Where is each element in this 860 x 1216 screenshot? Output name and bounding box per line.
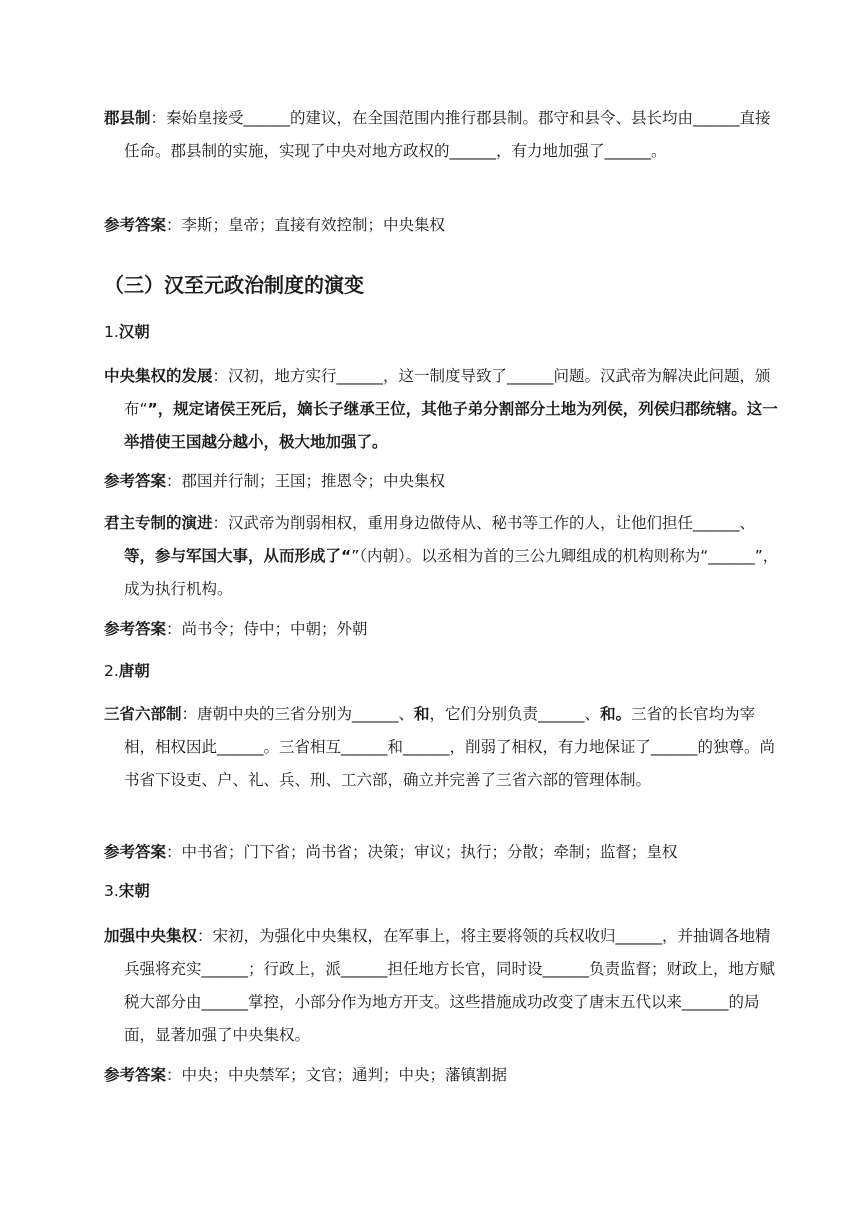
paragraph-han-centralization	[104, 360, 784, 459]
term-sansheng: 三省六部制	[104, 705, 182, 723]
subhead-han	[104, 320, 150, 344]
answer-text: ：中央；中央禁军；文官；通判；中央；藩镇割据	[166, 1066, 508, 1084]
tang-body-a: ：唐朝中央的三省分别为______、	[181, 705, 415, 723]
answer-label: 参考答案	[104, 216, 167, 234]
tang-body-b: ，它们分别负责______、	[429, 705, 601, 723]
answer-song	[104, 1063, 764, 1087]
tang-and-2: 和。	[600, 705, 632, 723]
subhead-name: 汉朝	[118, 323, 150, 341]
han-autocracy-body-c: ”（内朝）。以丞相为首的三公九卿组成的机构则称为“______”，成为执行机构。	[124, 547, 779, 598]
han-autocracy-body-a: ：汉武帝为削弱相权，重用身边做侍从、秘书等工作的人，让他们担任______、	[212, 514, 756, 532]
answer-label: 参考答案	[104, 620, 167, 638]
tang-and-1: 和	[414, 705, 430, 723]
subhead-number: 2.	[104, 662, 119, 680]
paragraph-tang	[104, 698, 784, 797]
subhead-name: 唐朝	[118, 662, 150, 680]
subhead-number: 1.	[104, 323, 119, 341]
section-heading: （三）汉至元政治制度的演变	[104, 273, 364, 297]
term-junxian: 郡县制	[104, 109, 151, 127]
subhead-number: 3.	[104, 882, 119, 900]
han-autocracy-body-b: 等，参与军国大事，从而形成了“	[124, 547, 352, 565]
han-centralization-body-bold: ”，规定诸侯王死后，嫡长子继承王位，其他子弟分割部分土地为列侯，列侯归郡统辖。这一举措使王国越分越小，极大地加强了。	[124, 400, 778, 451]
paragraph-han-autocracy	[104, 507, 784, 606]
answer-text: ：李斯；皇帝；直接有效控制；中央集权	[166, 216, 446, 234]
answer-text: ：郡国并行制；王国；推恩令；中央集权	[166, 472, 446, 490]
answer-label: 参考答案	[104, 843, 167, 861]
paragraph-song	[104, 920, 784, 1052]
term-han-autocracy: 君主专制的演进	[104, 514, 213, 532]
answer-text: ：中书省；门下省；尚书省；决策；审议；执行；分散；牵制；监督；皇权	[166, 843, 678, 861]
answer-han-autocracy	[104, 617, 764, 641]
answer-han-centralization	[104, 469, 764, 493]
answer-label: 参考答案	[104, 1066, 167, 1084]
answer-label: 参考答案	[104, 472, 167, 490]
answer-tang	[104, 840, 764, 864]
paragraph-junxian	[104, 102, 784, 168]
subhead-song	[104, 879, 150, 903]
answer-text: ：尚书令；侍中；中朝；外朝	[166, 620, 368, 638]
han-centralization-body: ：汉初，地方实行______，这一制度导致了______问题。汉武帝为解决此问题，颁布“	[124, 367, 771, 418]
song-body: ：宋初，为强化中央集权，在军事上，将主要将领的兵权收归______，并抽调各地精兵强将充实______；行政上，派______担任地方长官，同时设______负责监督；财政上，地方赋税大部分由______掌控，小部分作为地方开支。这些措施成功改变了唐末五代以来______的局面，显著加强了中央集权。	[124, 927, 776, 1044]
subhead-name: 宋朝	[118, 882, 150, 900]
answer-junxian	[104, 213, 764, 237]
tang-body-c: 三省的长官均为宰相，相权因此______。三省相互______和______，削弱了相权，有力地保证了______的独尊。尚书省下设吏、户、礼、兵、刑、工六部，确立并完善了三省六部的管理体制。	[124, 705, 776, 789]
term-han-centralization: 中央集权的发展	[104, 367, 213, 385]
term-song-centralization: 加强中央集权	[104, 927, 198, 945]
junxian-body: ：秦始皇接受______的建议，在全国范围内推行郡县制。郡守和县令、县长均由______直接任命。郡县制的实施，实现了中央对地方政权的______，有力地加强了______。	[124, 109, 771, 160]
subhead-tang	[104, 659, 150, 683]
